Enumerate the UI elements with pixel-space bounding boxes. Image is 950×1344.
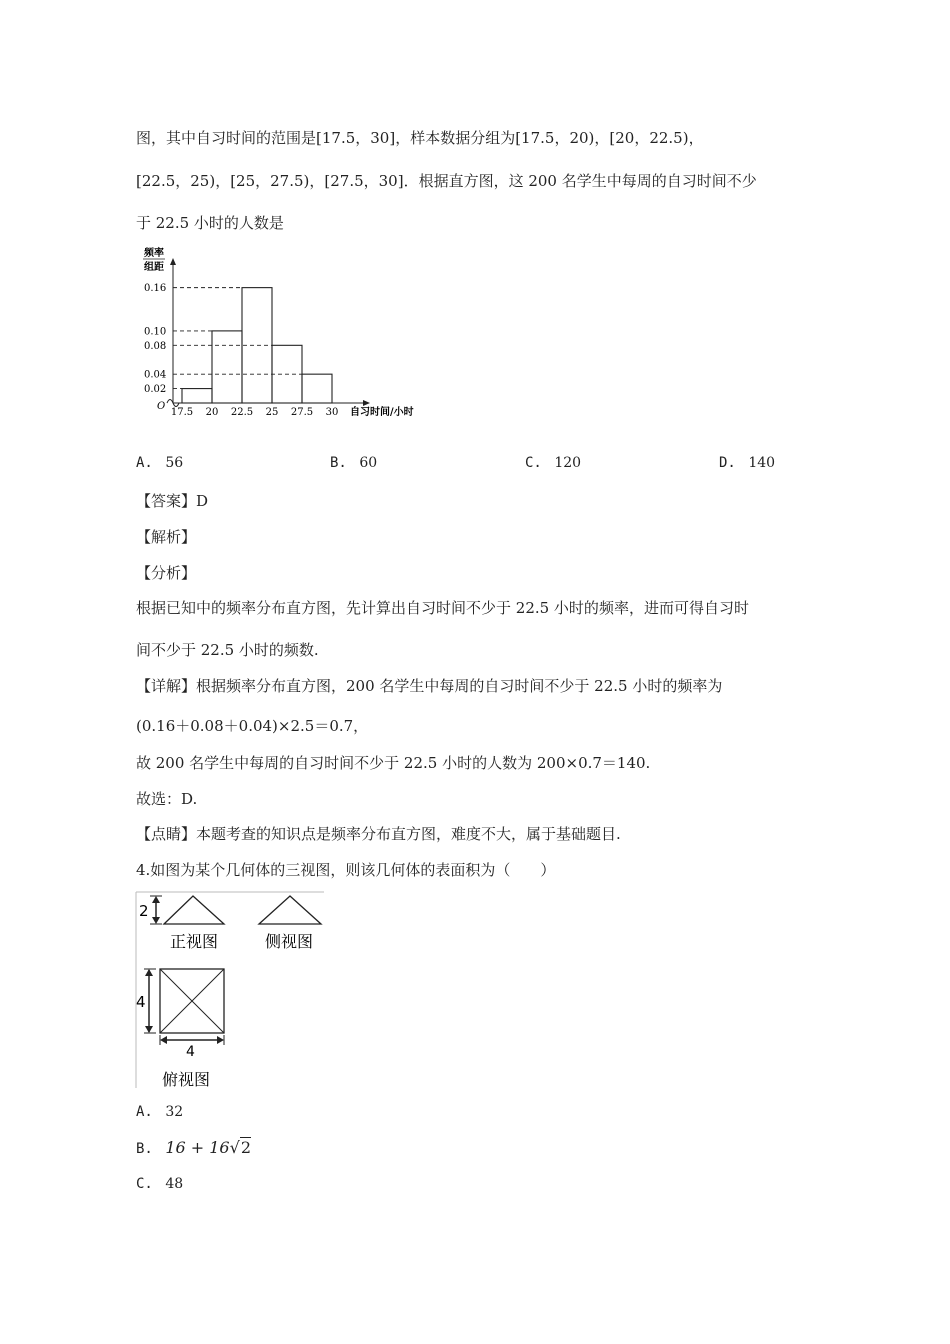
y-tick-label: 0.10	[144, 326, 167, 338]
option-letter: A.	[136, 1104, 153, 1120]
q4-stem: 4.如图为某个几何体的三视图，则该几何体的表面积为（ ）	[136, 861, 556, 879]
arrow-up-icon	[152, 896, 160, 903]
y-tick-label: 0.16	[144, 283, 167, 295]
option-value: 48	[165, 1176, 184, 1192]
histogram-bar-1	[212, 331, 242, 403]
square-side-label: 4	[136, 993, 146, 1011]
front-view-label: 正视图	[170, 932, 219, 951]
q4-option-a[interactable]	[136, 1104, 183, 1120]
detail-line-3: 故 200 名学生中每周的自习时间不少于 22.5 小时的人数为 200×0.7＝140.	[136, 754, 651, 772]
detail-line-1: 【详解】根据频率分布直方图，200 名学生中每周的自习时间不少于 22.5 小时的频率为	[136, 677, 723, 695]
option-letter: B.	[136, 1141, 153, 1157]
arrow-right-icon	[217, 1036, 224, 1044]
sqrt-icon: √	[229, 1138, 240, 1157]
option-value: 32	[165, 1104, 184, 1120]
analysis-title: 【解析】	[136, 528, 197, 546]
frequency-histogram	[140, 244, 430, 422]
y-tick-label: 0.02	[144, 384, 167, 396]
intro-line-2: [22.5，25)，[25，27.5)，[27.5，30]．根据直方图，这 200 名学生中每周的自习时间不少	[136, 172, 757, 190]
x-tick-label: 17.5	[170, 407, 194, 418]
answer-line: 【答案】D	[136, 492, 209, 510]
y-axis-arrow-icon	[170, 258, 176, 265]
option-letter: C.	[136, 1176, 153, 1192]
x-tick-label: 30	[325, 407, 339, 418]
option-letter: D.	[719, 455, 736, 471]
origin-label: O	[157, 401, 166, 412]
fenxi-line-1: 根据已知中的频率分布直方图，先计算出自习时间不少于 22.5 小时的频率，进而可得自习时	[136, 599, 749, 617]
q4-option-c[interactable]	[136, 1176, 183, 1192]
x-tick-label: 25	[265, 407, 279, 418]
option-value: 60	[359, 455, 378, 471]
x-tick-label: 27.5	[290, 407, 314, 418]
x-tick-label: 22.5	[230, 407, 254, 418]
detail-line-4: 故选：D.	[136, 790, 198, 808]
histogram-bar-4	[302, 374, 332, 403]
arrow-left-icon	[160, 1036, 167, 1044]
y-axis-label-bottom: 组距	[144, 262, 164, 273]
fenxi-title: 【分析】	[136, 564, 197, 582]
q3-option-d[interactable]	[719, 455, 775, 471]
height-label: 2	[139, 902, 149, 920]
square-width-label: 4	[186, 1044, 195, 1060]
y-tick-label: 0.04	[144, 369, 167, 381]
arrow-up-icon	[145, 969, 153, 976]
option-value: 120	[554, 455, 582, 471]
arrow-down-icon	[152, 917, 160, 924]
option-letter: B.	[330, 455, 347, 471]
fenxi-line-2: 间不少于 22.5 小时的频数.	[136, 641, 319, 659]
option-value: 56	[165, 455, 184, 471]
intro-line-3: 于 22.5 小时的人数是	[136, 214, 284, 232]
side-view-label: 侧视图	[265, 932, 314, 951]
x-axis-arrow-icon	[363, 400, 370, 406]
option-value-math	[165, 1138, 251, 1157]
option-letter: A.	[136, 455, 153, 471]
math-lead: 16 + 16	[165, 1138, 230, 1157]
histogram-bar-0	[182, 389, 212, 403]
q3-option-b[interactable]	[330, 455, 377, 471]
detail-line-2: (0.16＋0.08＋0.04)×2.5＝0.7，	[136, 717, 369, 735]
side-view-triangle	[259, 896, 321, 924]
option-letter: C.	[525, 455, 542, 471]
three-view-figure	[134, 890, 326, 1090]
arrow-down-icon	[145, 1026, 153, 1033]
y-axis-label-top: 频率	[144, 248, 164, 259]
option-value: 140	[748, 455, 776, 471]
front-view-triangle	[164, 896, 224, 924]
radicand: 2	[240, 1138, 251, 1157]
q4-option-b[interactable]	[136, 1138, 251, 1157]
top-view-label: 俯视图	[162, 1070, 211, 1089]
x-tick-label: 20	[205, 407, 219, 418]
q3-option-a[interactable]	[136, 455, 183, 471]
x-axis-label: 自习时间/小时	[350, 407, 414, 418]
comment-line: 【点睛】本题考查的知识点是频率分布直方图，难度不大，属于基础题目.	[136, 825, 621, 843]
q3-option-c[interactable]	[525, 455, 581, 471]
y-tick-label: 0.08	[144, 340, 167, 352]
intro-line-1: 图，其中自习时间的范围是[17.5，30]，样本数据分组为[17.5，20)，[20，22.5)，	[136, 129, 704, 147]
